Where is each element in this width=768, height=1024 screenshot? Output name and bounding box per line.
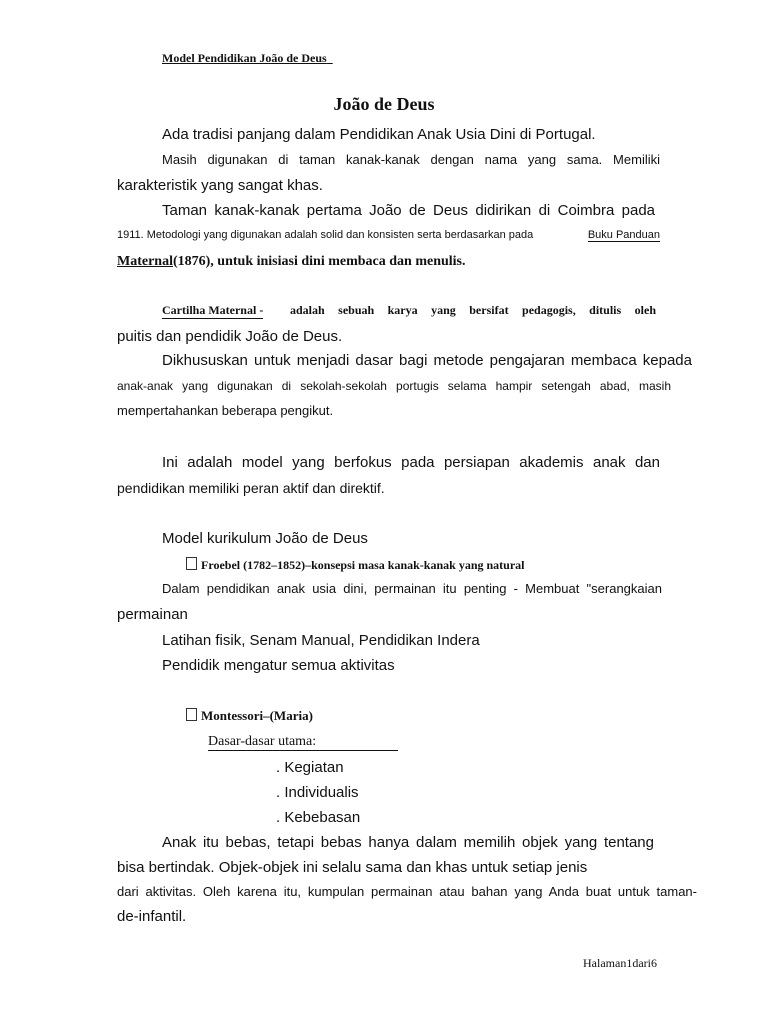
paragraph-line: dari aktivitas. Oleh karena itu, kumpulan permainan atau bahan yang Anda buat untuk taman- (117, 884, 697, 899)
paragraph-line (117, 229, 660, 242)
paragraph-text: (1876), untuk inisiasi dini membaca dan menulis. (172, 254, 466, 269)
paragraph-line: Dalam pendidikan anak usia dini, permainan itu penting - Membuat "serangkaian (162, 581, 662, 596)
cartilha-line (162, 303, 656, 319)
manual-link: Maternal (117, 254, 173, 269)
cartilha-text: adalah sebuah karya yang bersifat pedagogis, ditulis oleh (290, 303, 656, 317)
paragraph-intro: Ada tradisi panjang dalam Pendidikan Anak Usia Dini di Portugal. (162, 126, 596, 143)
document-header (162, 51, 333, 66)
paragraph-line: mempertahankan beberapa pengikut. (117, 403, 334, 418)
paragraph-line: pendidikan memiliki peran aktif dan direktif. (117, 480, 385, 496)
paragraph-line: puitis dan pendidik João de Deus. (117, 328, 343, 345)
paragraph-line: anak-anak yang digunakan di sekolah-sekolah portugis selama hampir setengah abad, masih (117, 379, 671, 393)
bullet-box-icon (186, 557, 197, 570)
section-title: Model kurikulum João de Deus (162, 530, 368, 547)
list-item: . Kebebasan (276, 809, 361, 826)
page-title: João de Deus (333, 94, 435, 114)
page-number: Halaman1dari6 (583, 956, 657, 970)
paragraph-line: Anak itu bebas, tetapi bebas hanya dalam memilih objek yang tentang (162, 834, 654, 851)
paragraph-line: Masih digunakan di taman kanak-kanak dengan nama yang sama. Memiliki (162, 152, 660, 167)
list-item: . Individualis (276, 784, 359, 801)
bullet-box-icon (186, 708, 197, 721)
montessori-label: Montessori–(Maria) (201, 708, 313, 723)
paragraph-line: Pendidik mengatur semua aktivitas (162, 657, 395, 674)
paragraph-line: permainan (117, 606, 188, 623)
subheading: Dasar-dasar utama: (208, 734, 398, 751)
paragraph-line: Latihan fisik, Senam Manual, Pendidikan Indera (162, 632, 480, 649)
paragraph-line: de-infantil. (117, 908, 187, 925)
paragraph-text: 1911. Metodologi yang digunakan adalah solid dan konsisten serta berdasarkan pada (117, 229, 534, 241)
list-item (186, 557, 525, 573)
paragraph-line (117, 254, 466, 270)
paragraph-line: Dikhususkan untuk menjadi dasar bagi metode pengajaran membaca kepada (162, 352, 692, 369)
paragraph-line: karakteristik yang sangat khas. (117, 177, 323, 194)
paragraph-line: Taman kanak-kanak pertama João de Deus didirikan di Coimbra pada (162, 202, 655, 219)
manual-link: Buku Panduan (587, 229, 660, 241)
list-item: . Kegiatan (276, 759, 344, 776)
paragraph-line: bisa bertindak. Objek-objek ini selalu sama dan khas untuk setiap jenis (117, 859, 588, 876)
list-item (186, 708, 313, 724)
header-title: Model Pendidikan João de Deus (162, 51, 327, 65)
froebel-label: Froebel (1782–1852)–konsepsi masa kanak-kanak yang natural (201, 558, 525, 572)
paragraph-line: Ini adalah model yang berfokus pada persiapan akademis anak dan (162, 454, 660, 471)
cartilha-title: Cartilha Maternal - (162, 303, 264, 317)
